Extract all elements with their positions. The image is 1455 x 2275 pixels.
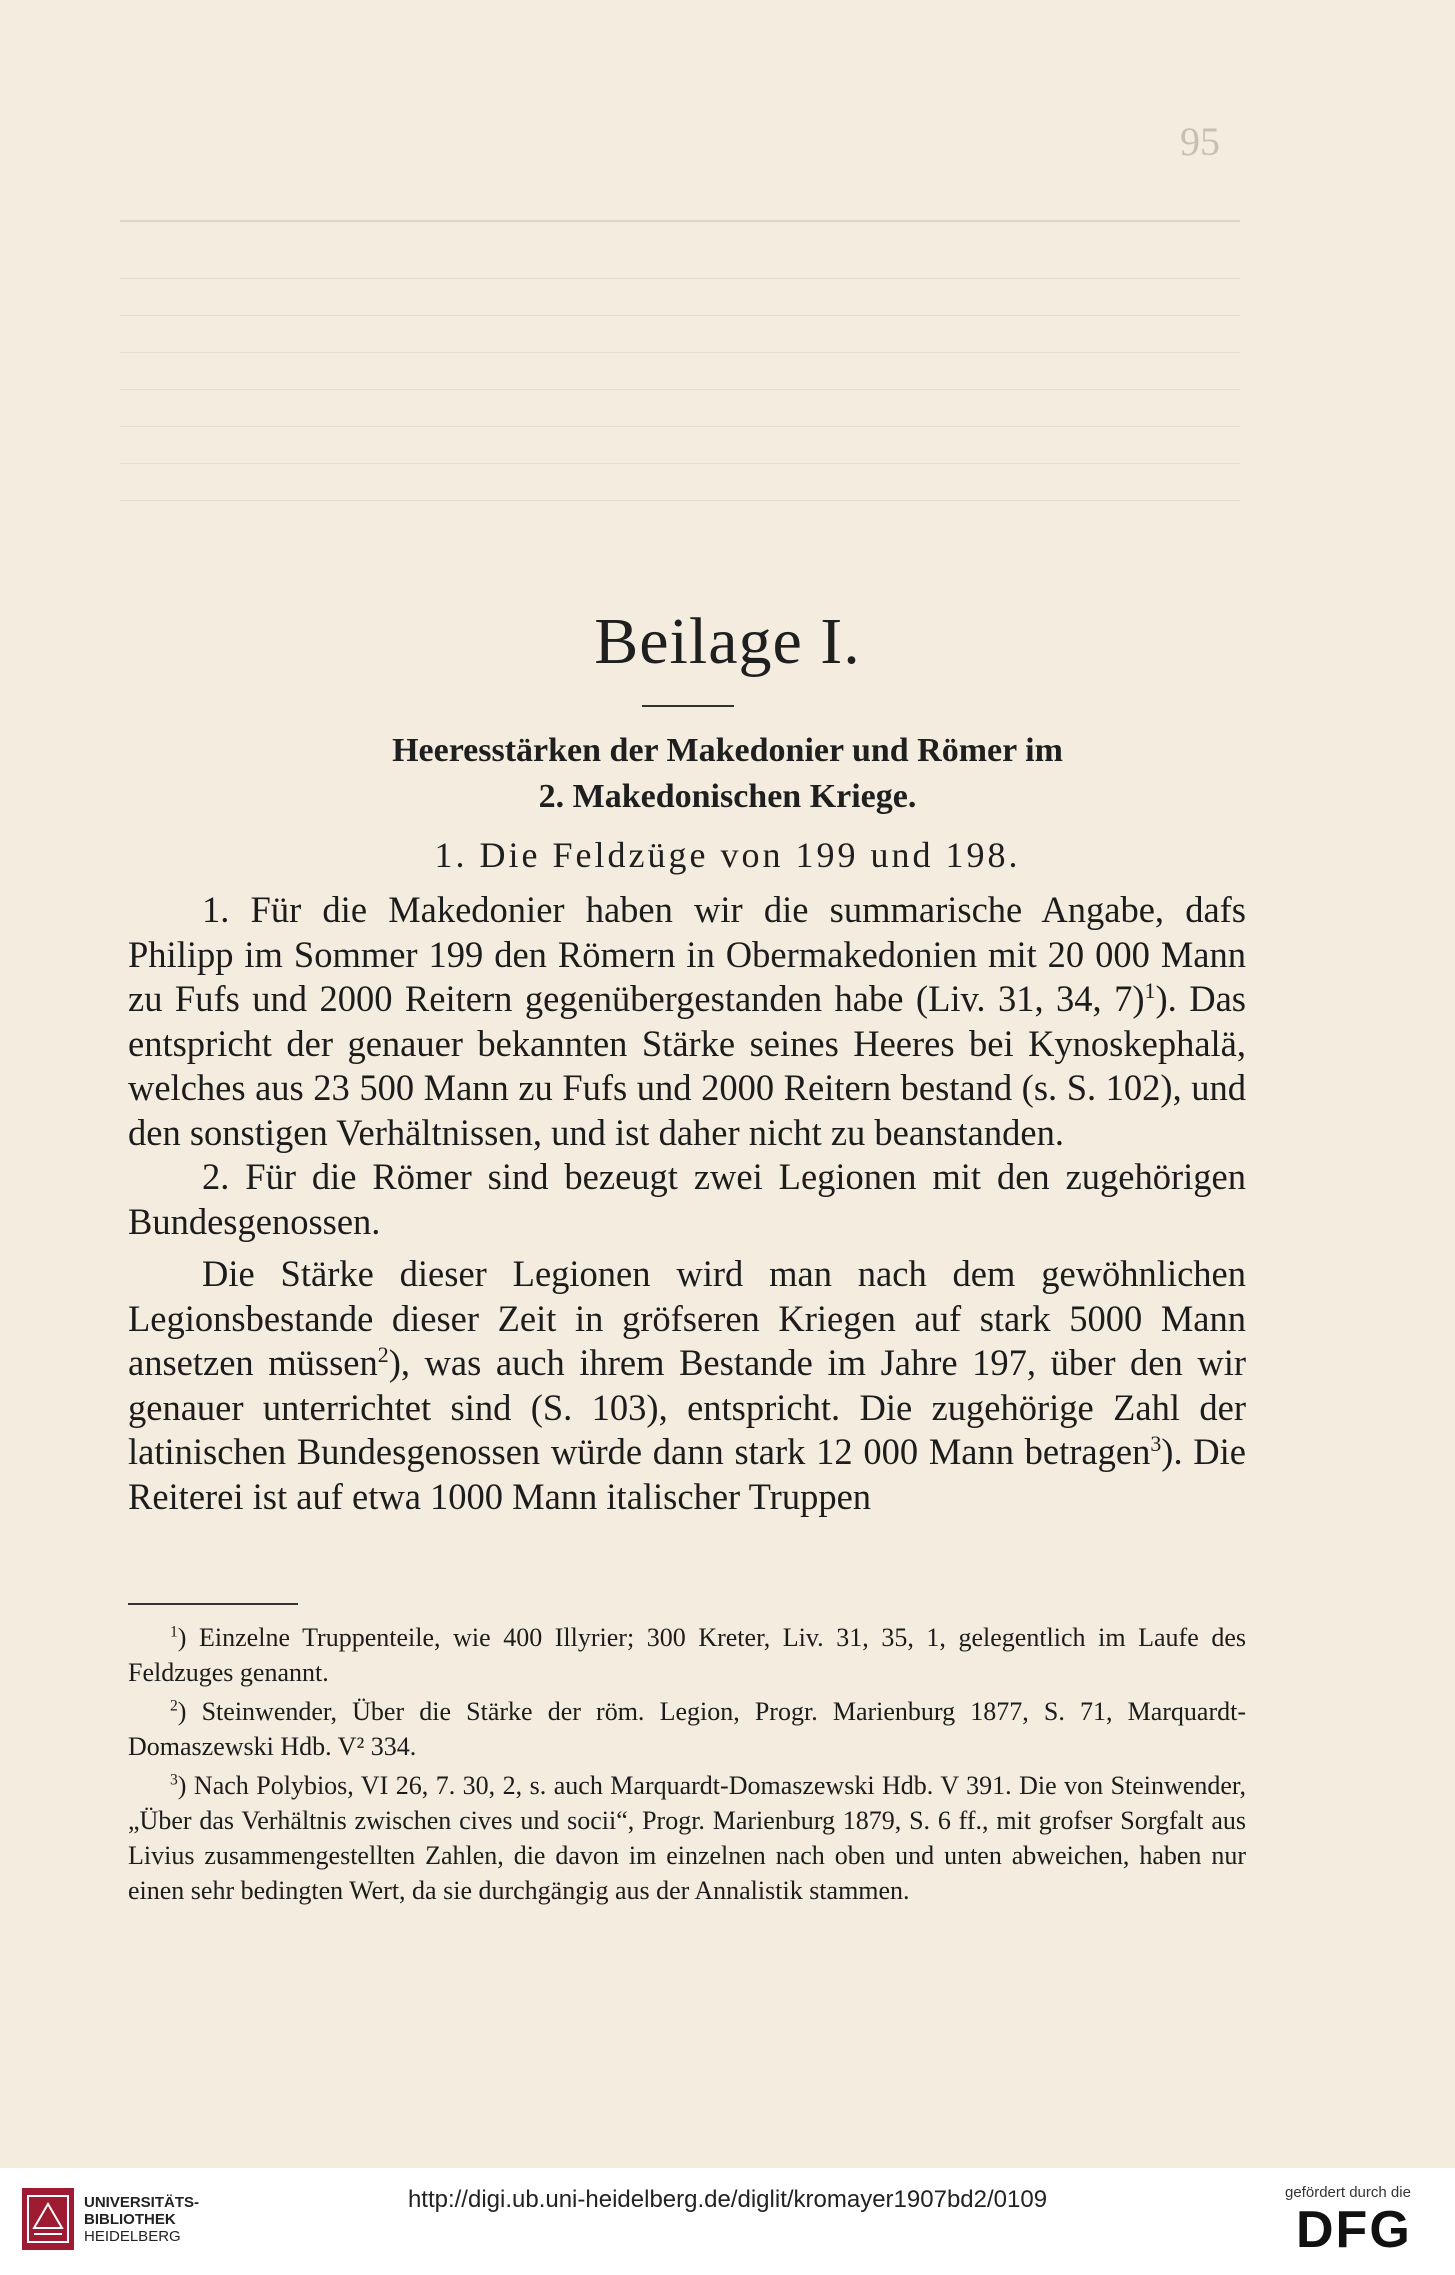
paragraph-1	[128, 888, 1246, 1155]
library-name-line-1: UNIVERSITÄTS-	[84, 2194, 200, 2211]
paragraph-3-text-c: ). Die Reiterei ist auf etwa 1000 Mann italischer Truppen	[128, 1431, 1246, 1517]
footnote-2	[128, 1694, 1246, 1764]
footnote-3-text: ) Nach Polybios, VI 26, 7. 30, 2, s. auch Marquardt-Domaszewski Hdb. V 391. Die von Steinwender, „Über das Verhältnis zwischen cives und socii“, Progr. Marienburg 1879, S. 6 ff., mit grofser Sorgfalt aus Livius zusammengestellten Zahlen, die davon im einzelnen nach oben und unten abweichen, haben nur einen sehr bedingten Wert, da sie durchgängig aus der Annalistik stammen.	[128, 1771, 1246, 1905]
title-divider	[642, 705, 734, 707]
paragraph-1-text-b: ). Das entspricht der genauer bekannten Stärke seines Heeres bei Kynoskephalä, welches aus 23 500 Mann zu Fufs und 2000 Reitern bestand (s. S. 102), und den sonstigen Verhältnissen, und ist daher nicht zu beanstanden.	[128, 978, 1246, 1153]
footnote-ref-1: 1	[1144, 977, 1156, 1003]
library-name-line-2: BIBLIOTHEK	[84, 2211, 176, 2228]
library-name-line-3: HEIDELBERG	[84, 2228, 181, 2245]
paragraph-2: 2. Für die Römer sind bezeugt zwei Legionen mit den zugehörigen Bundesgenossen.	[128, 1156, 1246, 1242]
footnote-ref-3: 3	[1150, 1430, 1162, 1456]
paragraph-3-text-b: ), was auch ihrem Bestande im Jahre 197, über den wir genauer unterrichtet sind (S. 103), entspricht. Die zugehörige Zahl der latinischen Bundesgenossen würde dann stark 12 000 Mann betragen	[128, 1342, 1246, 1472]
section-heading: 1. Die Feldzüge von 199 und 198.	[434, 835, 1021, 875]
paragraph-1-text-a: 1. Für die Makedonier haben wir die summarische Angabe, dafs Philipp im Sommer 199 den Römern in Obermakedonien mit 20 000 Mann zu Fufs und 2000 Reitern gegenübergestanden habe (Liv. 31, 34, 7)	[128, 889, 1246, 1019]
footnote-1-mark: 1	[170, 1623, 178, 1641]
footnote-1-text: ) Einzelne Truppenteile, wie 400 Illyrier; 300 Kreter, Liv. 31, 35, 1, gelegentlich im Laufe des Feldzuges genannt.	[128, 1623, 1246, 1687]
subtitle-line-1: Heeresstärken der Makedonier und Römer im	[392, 732, 1063, 769]
page-title: Beilage I.	[594, 605, 861, 678]
permalink-url[interactable]: http://digi.ub.uni-heidelberg.de/diglit/kromayer1907bd2/0109	[407, 2186, 1048, 2213]
footnote-1	[128, 1620, 1246, 1690]
page-number: 95	[1180, 119, 1220, 164]
subtitle-line-2: 2. Makedonischen Kriege.	[538, 778, 917, 815]
paragraph-3	[128, 1252, 1246, 1519]
funded-by-label: gefördert durch die	[1285, 2184, 1411, 2201]
footnote-3-mark: 3	[170, 1771, 178, 1789]
footnote-3	[128, 1768, 1246, 1908]
footnote-ref-2: 2	[377, 1341, 389, 1367]
paragraph-3-text-a: Die Stärke dieser Legionen wird man nach dem gewöhnlichen Legionsbestande dieser Zeit in gröfseren Kriegen auf stark 5000 Mann ansetzen müssen	[128, 1253, 1246, 1383]
footnote-2-text: ) Steinwender, Über die Stärke der röm. Legion, Progr. Marienburg 1877, S. 71, Marquardt-Domaszewski Hdb. V² 334.	[128, 1697, 1246, 1761]
footer-bar	[0, 2168, 1455, 2275]
body-text	[128, 888, 1246, 1519]
footnotes	[128, 1620, 1246, 1912]
footnote-divider	[128, 1603, 298, 1605]
footnote-2-mark: 2	[170, 1697, 178, 1715]
dfg-logo: DFG	[1296, 2201, 1412, 2259]
